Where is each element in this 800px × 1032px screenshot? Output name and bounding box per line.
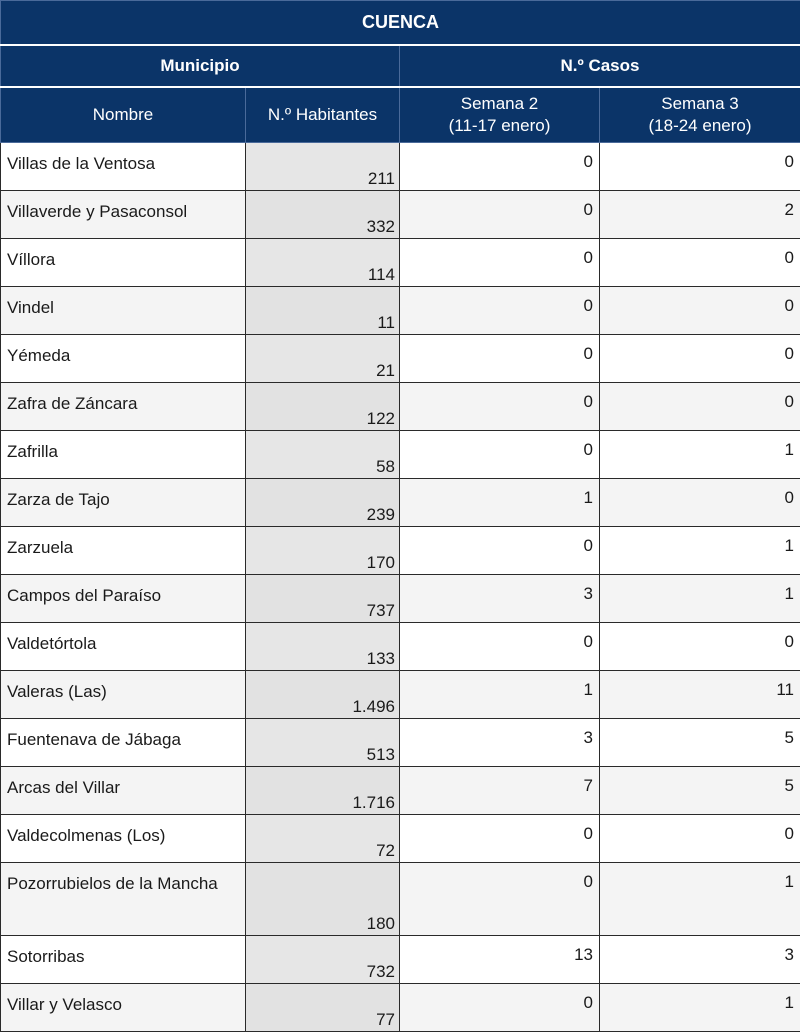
semana2-header [400, 87, 600, 143]
table-row [1, 671, 800, 719]
habitantes-value: 133 [246, 623, 400, 671]
table-row [1, 767, 800, 815]
table-row [1, 191, 800, 239]
semana2-value: 0 [400, 335, 600, 383]
municipio-name: Villaverde y Pasaconsol [1, 191, 246, 239]
habitantes-value: 1.496 [246, 671, 400, 719]
semana3-value: 0 [600, 287, 800, 335]
municipio-name: Víllora [1, 239, 246, 287]
municipio-name: Yémeda [1, 335, 246, 383]
habitantes-value: 122 [246, 383, 400, 431]
semana2-value: 0 [400, 239, 600, 287]
semana2-range: (11-17 enero) [401, 115, 598, 137]
semana2-value: 0 [400, 191, 600, 239]
municipio-name: Campos del Paraíso [1, 575, 246, 623]
semana3-value: 0 [600, 239, 800, 287]
municipio-name: Zarzuela [1, 527, 246, 575]
municipio-name: Zafrilla [1, 431, 246, 479]
municipio-name: Villar y Velasco [1, 984, 246, 1032]
semana3-value: 0 [600, 143, 800, 191]
habitantes-value: 180 [246, 863, 400, 936]
nombre-header: Nombre [1, 87, 246, 143]
semana3-value: 1 [600, 431, 800, 479]
semana2-value: 0 [400, 287, 600, 335]
habitantes-value: 21 [246, 335, 400, 383]
semana3-value: 0 [600, 623, 800, 671]
table-row [1, 431, 800, 479]
semana3-value: 11 [600, 671, 800, 719]
habitantes-value: 77 [246, 984, 400, 1032]
casos-header: N.º Casos [400, 45, 800, 87]
habitantes-value: 211 [246, 143, 400, 191]
table-row [1, 527, 800, 575]
semana2-value: 1 [400, 671, 600, 719]
table-row [1, 984, 800, 1032]
semana2-value: 0 [400, 984, 600, 1032]
habitantes-value: 1.716 [246, 767, 400, 815]
table-row [1, 239, 800, 287]
semana3-value: 5 [600, 719, 800, 767]
municipio-name: Villas de la Ventosa [1, 143, 246, 191]
habitantes-value: 732 [246, 936, 400, 984]
habitantes-value: 239 [246, 479, 400, 527]
semana3-header [600, 87, 800, 143]
semana2-value: 7 [400, 767, 600, 815]
habitantes-value: 513 [246, 719, 400, 767]
table-row [1, 719, 800, 767]
habitantes-value: 11 [246, 287, 400, 335]
habitantes-value: 58 [246, 431, 400, 479]
table-row [1, 815, 800, 863]
habitantes-value: 170 [246, 527, 400, 575]
municipio-name: Pozorrubielos de la Mancha [1, 863, 246, 936]
table-row [1, 287, 800, 335]
municipio-name: Fuentenava de Jábaga [1, 719, 246, 767]
municipio-name: Valdetórtola [1, 623, 246, 671]
semana2-value: 0 [400, 383, 600, 431]
semana2-value: 13 [400, 936, 600, 984]
semana3-value: 1 [600, 527, 800, 575]
table-row [1, 479, 800, 527]
municipio-name: Zafra de Záncara [1, 383, 246, 431]
table-title: CUENCA [1, 1, 800, 46]
table-row [1, 863, 800, 936]
semana2-label: Semana 2 [401, 93, 598, 115]
table-row [1, 335, 800, 383]
municipio-header: Municipio [1, 45, 400, 87]
habitantes-value: 737 [246, 575, 400, 623]
municipio-name: Valeras (Las) [1, 671, 246, 719]
semana3-value: 0 [600, 479, 800, 527]
semana2-value: 0 [400, 863, 600, 936]
habitantes-value: 332 [246, 191, 400, 239]
habitantes-value: 72 [246, 815, 400, 863]
municipio-name: Valdecolmenas (Los) [1, 815, 246, 863]
table-row [1, 383, 800, 431]
municipio-name: Vindel [1, 287, 246, 335]
semana2-value: 3 [400, 719, 600, 767]
semana3-value: 0 [600, 335, 800, 383]
semana3-label: Semana 3 [601, 93, 799, 115]
municipio-name: Zarza de Tajo [1, 479, 246, 527]
table-row [1, 143, 800, 191]
table-row [1, 575, 800, 623]
habitantes-header: N.º Habitantes [246, 87, 400, 143]
semana2-value: 3 [400, 575, 600, 623]
semana2-value: 1 [400, 479, 600, 527]
municipio-name: Arcas del Villar [1, 767, 246, 815]
semana3-value: 5 [600, 767, 800, 815]
table-row [1, 623, 800, 671]
semana2-value: 0 [400, 143, 600, 191]
semana2-value: 0 [400, 527, 600, 575]
semana3-value: 1 [600, 575, 800, 623]
semana3-value: 1 [600, 984, 800, 1032]
semana2-value: 0 [400, 431, 600, 479]
habitantes-value: 114 [246, 239, 400, 287]
semana3-value: 0 [600, 383, 800, 431]
semana3-range: (18-24 enero) [601, 115, 799, 137]
municipio-name: Sotorribas [1, 936, 246, 984]
semana3-value: 1 [600, 863, 800, 936]
semana3-value: 0 [600, 815, 800, 863]
semana3-value: 3 [600, 936, 800, 984]
semana2-value: 0 [400, 623, 600, 671]
semana3-value: 2 [600, 191, 800, 239]
semana2-value: 0 [400, 815, 600, 863]
table-row [1, 936, 800, 984]
